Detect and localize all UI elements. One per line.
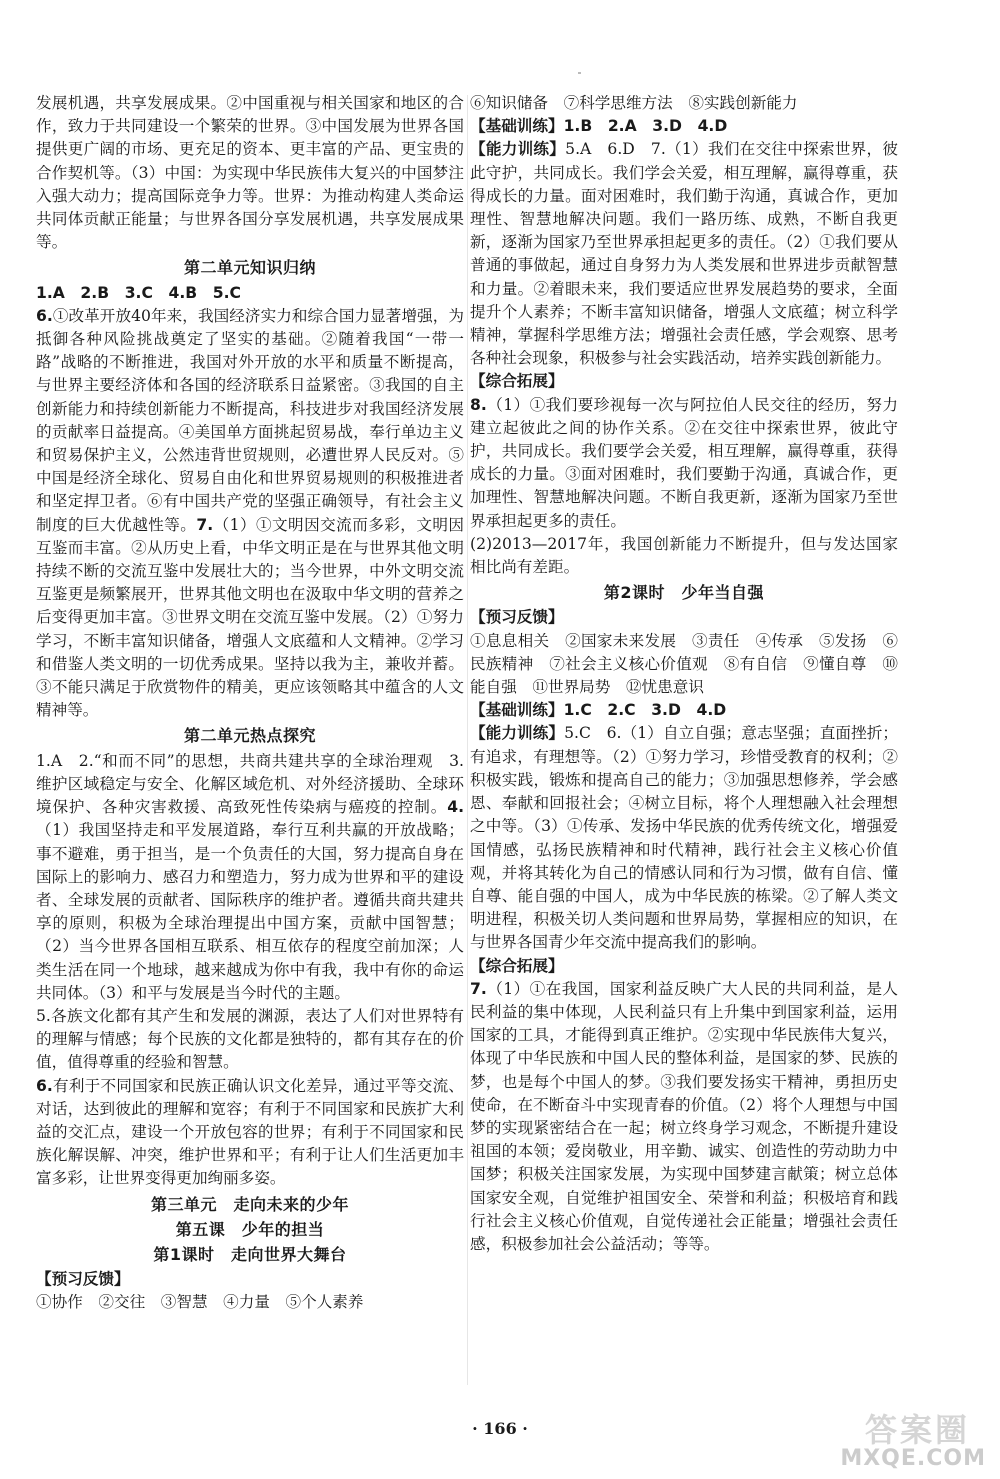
page-number: · 166 · — [472, 1419, 528, 1438]
right-column — [470, 92, 898, 1256]
period-heading: 第1课时 走向世界大舞台 — [153, 1244, 347, 1264]
paragraph: (2)2013—2017年，我国创新能力不断提升，但与发达国家相比尚有差距。 — [470, 534, 898, 577]
answer-text: （1）①在我国，国家利益反映广大人民的共同利益，是人民利益的集中体现，人民利益只有上升集中到国家利益，运用国家的工具，才能得到真正维护。②实现中华民族伟大复兴，体现了中华民族和中国人民的整体利益，是国家的梦、民族的梦，也是每个中国人的梦。③我们要发扬实干精神，勇担历史使命，在不断奋斗中实现青春的价值。（2）将个人理想与中国梦的实现紧密结合在一起；树立终身学习观念，不断提升建设祖国的本领；爱岗敬业，用辛勤、诚实、创造性的劳动助力中国梦；积极关注国家发展，为实现中国梦建言献策；树立总体国家安全观，自觉维护祖国安全、荣誉和利益；积极培育和践行社会主义核心价值观，自觉传递社会正能量；增强社会责任感，积极参加社会公益活动；等等。 — [470, 979, 898, 1253]
question-number: 7. — [196, 515, 214, 534]
section-tag: 【预习反馈】 — [36, 1270, 130, 1289]
answer-text: ①改革开放40年来，我国经济实力和综合国力显著增强，为抵御各种风险挑战奠定了坚实的基础。②随着我国“一带一路”战略的不断推进，我国对外开放的水平和质量不断提高，与世界主要经济体和各国的经济联系日益紧密。③我国的自主创新能力和持续创新能力不断提高，科技进步对我国经济发展的贡献率日益提高。④美国单方面挑起贸易战，奉行单边主义和贸易保护主义，公然违背世贸规则，必遭世界人民反对。⑤中国是经济全球化、贸易自由化和世界贸易规则的积极推进者和坚定捍卫者。⑥有中国共产党的坚强正确领导，有社会主义制度的巨大优越性等。 — [36, 306, 464, 534]
column-divider — [467, 95, 468, 1385]
paragraph: 5.各族文化都有其产生和发展的渊源，表达了人们对世界特有的理解与情感；每个民族的文化都是独特的，都有其存在的价值，值得尊重的经验和智慧。 — [36, 1006, 464, 1072]
answer-text: 5.C 6.（1）自立自强；意志坚强；直面挫折；有追求，有理想等。（2）①努力学习，珍惜受教育的权利；②积极实践，锻炼和提高自己的能力；③加强思想修养，学会感恩、奉献和回报社会；④树立目标，将个人理想融入社会理想之中等。（3）①传承、发扬中华民族的优秀传统文化，增强爱国情感，弘扬民族精神和时代精神，践行社会主义核心价值观，并将其转化为自己的情感认同和行为习惯，做有自信、懂自尊、能自强的中国人，成为中华民族的栋梁。②了解人类文明进程，积极关切人类问题和世界局势，掌握相应的知识，在与世界各国青少年交流中提高我们的影响。 — [470, 724, 898, 952]
period-heading: 第2课时 少年当自强 — [603, 583, 765, 603]
answer-choices: 1.A 2.B 3.C 4.B 5.C — [36, 283, 241, 302]
paragraph: 发展机遇，共享发展成果。②中国重视与相关国家和地区的合作，致力于共同建设一个繁荣的世界。③中国发展为世界各国提供更广阔的市场、更充足的资本、更丰富的产品、更宝贵的合作契机等。（3）中国：为实现中华民族伟大复兴的中国梦注入强大动力；提高国际竞争力等。世界：为推动构建人类命运共同体贡献正能量；与世界各国分享发展机遇，共享发展成果等。 — [36, 94, 464, 252]
lesson-heading: 第五课 少年的担当 — [175, 1219, 325, 1239]
paragraph — [470, 722, 898, 954]
section-heading: 第二单元知识归纳 — [183, 258, 316, 278]
left-column — [36, 92, 464, 1315]
paragraph — [36, 750, 464, 1005]
paragraph — [470, 978, 898, 1256]
unit-heading: 第三单元 走向未来的少年 — [150, 1194, 349, 1214]
question-number: 4. — [447, 798, 464, 817]
answer-text: 有利于不同国家和民族正确认识文化差异，通过平等交流、对话，达到彼此的理解和宽容；有利于不同国家和民族扩大利益的交汇点，建设一个开放包容的世界；有利于不同国家和民族化解误解、冲突，维护世界和平；有利于让人们生活更加丰富多彩，让世界变得更加绚丽多姿。 — [36, 1076, 464, 1188]
answer-line — [36, 282, 464, 305]
answer-text: 5.A 6.D 7.（1）我们在交往中探索世界，彼此守护，共同成长。我们学会关爱，相互理解，赢得尊重，获得成长的力量。面对困难时，我们勤于沟通，真诚合作，更加理性、智慧地解决问题。我们一路历练、成熟，不断自我更新，逐渐为国家乃至世界承担起更多的责任。（2）①我们要从普通的事做起，通过自身努力为人类发展和世界进步贡献智慧和力量。②着眼未来，我们要适应世界发展趋势的要求，全面提升个人素养；不断丰富知识储备，增强人文底蕴；树立科学精神，掌握科学思维方法；增强社会责任感，学会观察、思考各种社会现象，积极参与社会实践活动，培养实践创新能力。 — [470, 140, 898, 368]
scan-dot — [578, 72, 581, 74]
watermark-url: MXQE.COM — [840, 1446, 986, 1471]
watermark-text: 答案圈 — [864, 1411, 970, 1449]
answer-text: （1）①文明因交流而多彩，文明因互鉴而丰富。②从历史上看，中华文明正是在与世界其他文明持续不断的交流互鉴中发展壮大的；当今世界，中外文明交流互鉴更是频繁展开，世界其他文明也在汲取中华文明的营养之后变得更加丰富。③世界文明在交流互鉴中发展。（2）①努力学习，不断丰富知识储备，增强人文底蕴和人文精神。②学习和借鉴人类文明的一切优秀成果。坚持以我为主，兼收并蓄。③不能只满足于欣赏物件的精美，更应该领略其中蕴含的人文精神等。 — [36, 515, 464, 720]
answer-line — [470, 115, 898, 138]
question-number: 6. — [36, 1076, 53, 1095]
paragraph — [36, 305, 464, 723]
paragraph: ①协作 ②交往 ③智慧 ④力量 ⑤个人素养 — [36, 1293, 364, 1312]
paragraph — [470, 394, 898, 533]
paragraph: ①息息相关 ②国家未来发展 ③责任 ④传承 ⑤发扬 ⑥民族精神 ⑦社会主义核心价值观 ⑧有自信 ⑨懂自尊 ⑩能自强 ⑪世界局势 ⑫忧患意识 — [470, 631, 898, 697]
paragraph — [36, 1075, 464, 1191]
question-number: 7. — [470, 979, 487, 998]
section-tag: 【能力训练】 — [470, 724, 565, 743]
section-tag: 【综合拓展】 — [470, 956, 564, 975]
watermark-logo — [842, 1403, 992, 1473]
question-number: 8. — [470, 395, 487, 414]
section-heading: 第二单元热点探究 — [183, 726, 316, 746]
answer-text: （1）我国坚持走和平发展道路，奉行互利共赢的开放战略；事不避难，勇于担当，是一个负责任的大国，努力提高自身在国际上的影响力、感召力和塑造力，努力成为世界和平的建设者、全球发展的贡献者、国际秩序的维护者。遵循共商共建共享的原则，积极为全球治理提出中国方案，贡献中国智慧；（2）当今世界各国相互联系、相互依存的程度空前加深；人类生活在同一个地球，越来越成为你中有我，我中有你的命运共同体。（3）和平与发展是当今时代的主题。 — [36, 821, 464, 1002]
answer-line — [470, 699, 898, 722]
paragraph — [470, 138, 898, 370]
section-tag: 【预习反馈】 — [470, 608, 564, 627]
answer-text: （1）①我们要珍视每一次与阿拉伯人民交往的经历，努力建立起彼此之间的协作关系。②在交往中探索世界，彼此守护，共同成长。我们要学会关爱，相互理解，赢得尊重，获得成长的力量。③面对困难时，我们要勤于沟通，真诚合作，更加理性、智慧地解决问题。不断自我更新，逐渐为国家乃至世界承担起更多的责任。 — [470, 395, 898, 530]
answer-choices: 1.B 2.A 3.D 4.D — [563, 117, 728, 136]
section-tag: 【能力训练】 — [470, 140, 566, 159]
answer-choices: 1.C 2.C 3.D 4.D — [563, 701, 727, 720]
question-number: 6. — [36, 306, 53, 325]
section-tag: 【综合拓展】 — [470, 372, 564, 391]
answer-text: 1.A 2.“和而不同”的思想，共商共建共享的全球治理观 3.维护区域稳定与安全、化解区域危机、对外经济援助、全球环境保护、各种灾害救援、高致死性传染病与癌疫的控制。 — [36, 751, 464, 817]
section-tag: 【基础训练】 — [470, 701, 564, 720]
paragraph: ⑥知识储备 ⑦科学思维方法 ⑧实践创新能力 — [470, 94, 798, 112]
section-tag: 【基础训练】 — [470, 117, 564, 136]
